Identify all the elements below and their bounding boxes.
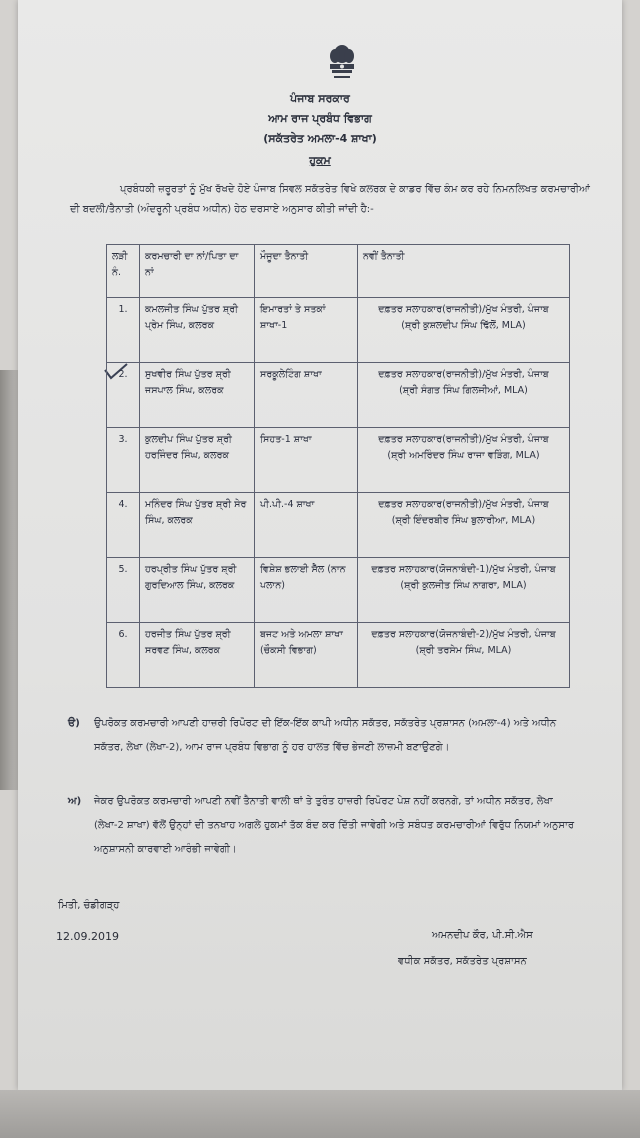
name-cell: ਸੁਖਵੀਰ ਸਿੰਘ ਪੁੱਤਰ ਸ਼੍ਰੀ ਜਸਪਾਲ ਸਿੰਘ, ਕਲਰਕ — [140, 363, 255, 428]
serial-cell: 2. — [107, 363, 140, 428]
note-marker: ਅ) — [68, 796, 82, 807]
transfer-table — [106, 244, 570, 688]
col-new-posting: ਨਵੀਂ ਤੈਨਾਤੀ — [358, 245, 570, 298]
note-text: ਉਪਰੋਕਤ ਕਰਮਚਾਰੀ ਆਪਣੀ ਹਾਜ਼ਰੀ ਰਿਪੋਰਟ ਦੀ ਇੱਕ-ਇੱਕ ਕਾਪੀ ਅਧੀਨ ਸਕੱਤਰ, ਸਕੱਤਰੇਤ ਪ੍ਰਸ਼ਾਸਨ (ਅਮਲਾ-4) ਅਤੇ ਅਧੀਨ ਸਕੱਤਰ, ਲੇਖਾ (ਲੇਖਾ-2), ਆਮ ਰਾਜ ਪ੍ਰਬੰਧ ਵਿਭਾਗ ਨੂੰ ਹਰ ਹਾਲਤ ਵਿੱਚ ਭੇਜਣੀ ਲਾਜ਼ਮੀ ਬਣਾਉਣਗੇ। — [94, 718, 557, 753]
state-emblem-icon — [322, 40, 362, 92]
serial-cell: 5. — [107, 558, 140, 623]
col-name: ਕਰਮਚਾਰੀ ਦਾ ਨਾਂ/ਪਿਤਾ ਦਾ ਨਾਂ — [140, 245, 255, 298]
serial-cell: 6. — [107, 623, 140, 688]
desk-edge — [0, 370, 18, 790]
name-cell: ਕਮਲਜੀਤ ਸਿੰਘ ਪੁੱਤਰ ਸ਼੍ਰੀ ਪ੍ਰੇਮ ਸਿੰਘ, ਕਲਰਕ — [140, 298, 255, 363]
table-row — [107, 298, 570, 363]
mla-text: (ਸ਼੍ਰੀ ਕੁਲਜੀਤ ਸਿੰਘ ਨਾਗਰਾ, MLA) — [400, 580, 527, 591]
current-cell: ਇਮਾਰਤਾਂ ਤੇ ਸਤਕਾਂ ਸ਼ਾਖਾ-1 — [255, 298, 358, 363]
intro-paragraph: ਪ੍ਰਬੰਧਕੀ ਜ਼ਰੂਰਤਾਂ ਨੂੰ ਮੁੱਖ ਰੱਖਦੇ ਹੋਏ ਪੰਜਾਬ ਸਿਵਲ ਸਕੱਤਰੇਤ ਵਿਖੇ ਕਲਰਕ ਦੇ ਕਾਡਰ ਵਿੱਚ ਕੰਮ ਕਰ ਰਹੇ ਨਿਮਨਲਿਖਤ ਕਰਮਚਾਰੀਆਂ ਦੀ ਬਦਲੀ/ਤੈਨਾਤੀ (ਅੰਦਰੂਨੀ ਪ੍ਰਬੰਧ ਅਧੀਨ) ਹੇਠ ਦਰਸਾਏ ਅਨੁਸਾਰ ਕੀਤੀ ਜਾਂਦੀ ਹੈ:- — [70, 184, 590, 215]
name-cell: ਹਰਪ੍ਰੀਤ ਸਿੰਘ ਪੁੱਤਰ ਸ਼੍ਰੀ ਗੁਰਦਿਆਲ ਸਿੰਘ, ਕਲਰਕ — [140, 558, 255, 623]
department-title: ਆਮ ਰਾਜ ਪ੍ਰਬੰਧ ਵਿਭਾਗ — [268, 112, 372, 125]
mla-text: (ਸ਼੍ਰੀ ਸੰਗਤ ਸਿੰਘ ਗਿਲਜੀਆਂ, MLA) — [399, 385, 528, 396]
mla-text: (ਸ਼੍ਰੀ ਇੰਦਰਬੀਰ ਸਿੰਘ ਬੁਲਾਰੀਆ, MLA) — [391, 515, 536, 526]
new-cell — [358, 428, 570, 493]
signatory-designation: ਵਧੀਕ ਸਕੱਤਰ, ਸਕੱਤਰੇਤ ਪ੍ਰਸ਼ਾਸਨ — [398, 956, 527, 967]
place-label: ਮਿਤੀ, ਚੰਡੀਗੜ੍ਹ — [58, 900, 120, 911]
note-text: ਜੇਕਰ ਉਪਰੋਕਤ ਕਰਮਚਾਰੀ ਆਪਣੀ ਨਵੀਂ ਤੈਨਾਤੀ ਵਾਲੀ ਥਾਂ ਤੇ ਤੁਰੰਤ ਹਾਜ਼ਰੀ ਰਿਪੋਰਟ ਪੇਸ਼ ਨਹੀਂ ਕਰਨਗੇ, ਤਾਂ ਅਧੀਨ ਸਕੱਤਰ, ਲੇਖਾ (ਲੇਖਾ-2 ਸ਼ਾਖਾ) ਵੱਲੋਂ ਉਨ੍ਹਾਂ ਦੀ ਤਨਖਾਹ ਅਗਲੇ ਹੁਕਮਾਂ ਤੱਕ ਬੰਦ ਕਰ ਦਿੱਤੀ ਜਾਵੇਗੀ ਅਤੇ ਸਬੰਧਤ ਕਰਮਚਾਰੀਆਂ ਵਿਰੁੱਧ ਨਿਯਮਾਂ ਅਨੁਸਾਰ ਅਨੁਸ਼ਾਸਨੀ ਕਾਰਵਾਈ ਆਰੰਭੀ ਜਾਵੇਗੀ। — [94, 796, 575, 855]
note-marker: ੳ) — [68, 718, 80, 729]
col-current-posting: ਮੌਜੂਦਾ ਤੈਨਾਤੀ — [255, 245, 358, 298]
col-serial: ਲੜੀ ਨੰ. — [107, 245, 140, 298]
current-cell: ਸਿਹਤ-1 ਸ਼ਾਖਾ — [255, 428, 358, 493]
new-posting-text: ਦਫ਼ਤਰ ਸਲਾਹਕਾਰ(ਯੋਜਨਾਬੰਦੀ-1)/ਮੁੱਖ ਮੰਤਰੀ, ਪੰਜਾਬ — [371, 564, 556, 575]
table-row — [107, 558, 570, 623]
note-paragraph-a — [68, 712, 580, 760]
new-cell — [358, 298, 570, 363]
new-posting-text: ਦਫ਼ਤਰ ਸਲਾਹਕਾਰ(ਰਾਜਨੀਤੀ)/ਮੁੱਖ ਮੰਤਰੀ, ਪੰਜਾਬ — [378, 499, 549, 510]
table-row — [107, 428, 570, 493]
new-cell — [358, 623, 570, 688]
serial-cell: 4. — [107, 493, 140, 558]
current-cell: ਵਿਸ਼ੇਸ਼ ਭਲਾਈ ਸੈੱਲ (ਨਾਨ ਪਲਾਨ) — [255, 558, 358, 623]
new-posting-text: ਦਫ਼ਤਰ ਸਲਾਹਕਾਰ(ਯੋਜਨਾਬੰਦੀ-2)/ਮੁੱਖ ਮੰਤਰੀ, ਪੰਜਾਬ — [371, 629, 556, 640]
mla-text: (ਸ਼੍ਰੀ ਕੁਸ਼ਲਦੀਪ ਸਿੰਘ ਢਿੱਲੋਂ, MLA) — [401, 320, 526, 331]
new-posting-text: ਦਫ਼ਤਰ ਸਲਾਹਕਾਰ(ਰਾਜਨੀਤੀ)/ਮੁੱਖ ਮੰਤਰੀ, ਪੰਜਾਬ — [378, 304, 549, 315]
current-cell: ਬਜਟ ਅਤੇ ਅਮਲਾ ਸ਼ਾਖਾ (ਚੌਕਸੀ ਵਿਭਾਗ) — [255, 623, 358, 688]
name-cell: ਹਰਜੀਤ ਸਿੰਘ ਪੁੱਤਰ ਸ਼੍ਰੀ ਸਰਵਣ ਸਿੰਘ, ਕਲਰਕ — [140, 623, 255, 688]
new-cell — [358, 558, 570, 623]
page-shadow — [0, 1090, 640, 1138]
table-row — [107, 623, 570, 688]
new-cell — [358, 493, 570, 558]
name-cell: ਮਨਿੰਦਰ ਸਿੰਘ ਪੁੱਤਰ ਸ਼੍ਰੀ ਸੇਰ ਸਿੰਘ, ਕਲਰਕ — [140, 493, 255, 558]
order-heading: ਹੁਕਮ — [309, 154, 331, 167]
table-row — [107, 363, 570, 428]
mla-text: (ਸ਼੍ਰੀ ਤਰਸੇਮ ਸਿੰਘ, MLA) — [415, 645, 512, 656]
current-cell: ਸਰਕੂਲੇਟਿੰਗ ਸ਼ਾਖਾ — [255, 363, 358, 428]
new-posting-text: ਦਫ਼ਤਰ ਸਲਾਹਕਾਰ(ਰਾਜਨੀਤੀ)/ਮੁੱਖ ਮੰਤਰੀ, ਪੰਜਾਬ — [378, 369, 549, 380]
branch-title: (ਸਕੱਤਰੇਤ ਅਮਲਾ-4 ਸ਼ਾਖਾ) — [263, 132, 377, 145]
note-paragraph-b — [68, 790, 580, 862]
serial-cell: 3. — [107, 428, 140, 493]
govt-title: ਪੰਜਾਬ ਸਰਕਾਰ — [290, 92, 350, 105]
new-cell — [358, 363, 570, 428]
mla-text: (ਸ਼੍ਰੀ ਅਮਰਿੰਦਰ ਸਿੰਘ ਰਾਜਾ ਵੜਿੰਗ, MLA) — [387, 450, 540, 461]
current-cell: ਪੀ.ਪੀ.-4 ਸ਼ਾਖਾ — [255, 493, 358, 558]
table-row — [107, 493, 570, 558]
serial-cell: 1. — [107, 298, 140, 363]
table-header-row — [107, 245, 570, 298]
order-date: 12.09.2019 — [56, 930, 119, 943]
signatory-name: ਅਮਨਦੀਪ ਕੌਰ, ਪੀ.ਸੀ.ਐਸ — [432, 930, 533, 941]
new-posting-text: ਦਫ਼ਤਰ ਸਲਾਹਕਾਰ(ਰਾਜਨੀਤੀ)/ਮੁੱਖ ਮੰਤਰੀ, ਪੰਜਾਬ — [378, 434, 549, 445]
name-cell: ਕੁਲਦੀਪ ਸਿੰਘ ਪੁੱਤਰ ਸ਼੍ਰੀ ਹਰਜਿੰਦਰ ਸਿੰਘ, ਕਲਰਕ — [140, 428, 255, 493]
